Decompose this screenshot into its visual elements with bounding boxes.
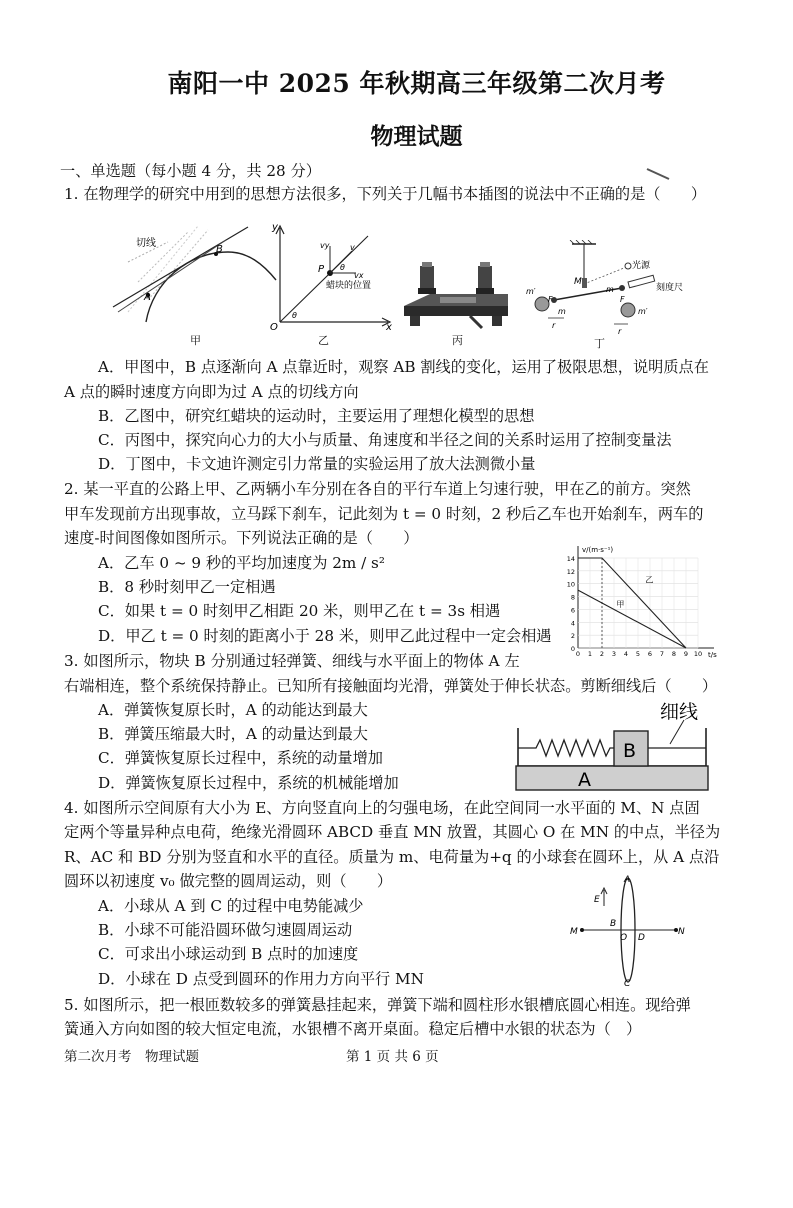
q1-f-right: F bbox=[620, 295, 625, 304]
q2-vt-chart bbox=[556, 540, 728, 660]
q1-figure-ding bbox=[524, 240, 684, 336]
q4-d-label: D bbox=[638, 933, 645, 943]
q4-option-b: B．小球不可能沿圆环做匀速圆周运动 bbox=[98, 921, 353, 939]
q3-stem-line-2: 右端相连，整个系统保持静止。已知所有接触面均光滑，弹簧处于伸长状态。剪断细线后（ ） bbox=[64, 677, 718, 695]
exam-subtitle: 物理试题 bbox=[370, 123, 463, 150]
q1-x-axis-label: x bbox=[386, 322, 392, 332]
y-axis-label: v/(m·s⁻¹) bbox=[582, 546, 614, 554]
x-axis-label: t/s bbox=[708, 651, 717, 659]
footer-left: 第二次月考 物理试题 bbox=[64, 1049, 199, 1065]
q1-option-b: B．乙图中，研究红蜡块的运动时，主要运用了理想化模型的思想 bbox=[98, 407, 535, 425]
q1-figure-jia bbox=[108, 222, 288, 334]
q1-m-small-right: m bbox=[606, 285, 614, 294]
x-tick-label: 9 bbox=[683, 650, 689, 658]
q1-caption-bing: 丙 bbox=[452, 334, 463, 347]
q1-y-axis-label: y bbox=[272, 222, 278, 233]
q2-stem-line-3: 速度-时间图像如图所示。下列说法正确的是（ ） bbox=[64, 529, 419, 547]
q1-option-a: A．甲图中，B 点逐渐向 A 点靠近时，观察 AB 割线的变化，运用了极限思想，说明质点在 bbox=[98, 358, 709, 376]
q1-tangent-label: 切线 bbox=[136, 238, 156, 249]
q3-option-c: C．弹簧恢复原长过程中，系统的动量增加 bbox=[98, 749, 383, 767]
y-tick-label: 10 bbox=[566, 580, 575, 589]
series-line bbox=[578, 558, 686, 648]
q4-stem-line-2: 定两个等量异种点电荷，绝缘光滑圆环 ABCD 垂直 MN 放置，其圆心 O 在 MN 的中点，半径为 bbox=[64, 823, 721, 841]
x-tick-label: 2 bbox=[599, 650, 605, 658]
q1-caption-ding: 丁 bbox=[594, 337, 605, 350]
q4-ring-figure bbox=[570, 872, 690, 988]
q3-block-b-label: B bbox=[623, 740, 637, 762]
q2-stem-line-2: 甲车发现前方出现事故，立马踩下刹车，记此刻为 t = 0 时刻，2 秒后乙车也开始刹车，两车的 bbox=[64, 505, 704, 523]
q3-option-b: B．弹簧压缩最大时，A 的动量达到最大 bbox=[98, 725, 368, 743]
q1-r-left: r bbox=[552, 321, 556, 330]
q3-option-d: D．弹簧恢复原长过程中，系统的机械能增加 bbox=[98, 774, 399, 792]
q3-option-a: A．弹簧恢复原长时，A 的动能达到最大 bbox=[98, 701, 368, 719]
q1-v-label: v bbox=[350, 243, 355, 252]
q4-option-a: A．小球从 A 到 C 的过程中电势能减少 bbox=[98, 897, 364, 915]
x-tick-label: 6 bbox=[647, 650, 653, 658]
x-tick-label: 1 bbox=[587, 650, 593, 658]
q1-figure-bing bbox=[400, 262, 512, 336]
q1-f-left: F bbox=[548, 295, 553, 304]
q4-a-label: A bbox=[624, 875, 631, 885]
q3-block-a-label: A bbox=[578, 769, 591, 791]
q2-stem-line-1: 2. 某一平直的公路上甲、乙两辆小车分别在各自的平行车道上匀速行驶，甲在乙的前方。突然 bbox=[64, 480, 691, 498]
x-tick-label: 7 bbox=[659, 650, 665, 658]
q4-c-label: C bbox=[624, 979, 631, 988]
footer-page-number: 第 1 页 共 6 页 bbox=[346, 1049, 439, 1065]
q2-option-a: A．乙车 0 ~ 9 秒的平均加速度为 2m / s² bbox=[98, 554, 385, 572]
y-tick-label: 14 bbox=[566, 555, 575, 563]
x-tick-label: 10 bbox=[693, 650, 703, 658]
q1-m-small-left: m bbox=[558, 307, 566, 316]
q1-wax-position-label: 蜡块的位置 bbox=[326, 281, 372, 291]
q4-stem-line-3: R、AC 和 BD 分别为竖直和水平的直径。质量为 m、电荷量为+q 的小球套在圆环上，从 A 点沿 bbox=[64, 848, 720, 866]
q5-stem-line-2: 簧通入方向如图的较大恒定电流，水银槽不离开桌面。稳定后槽中水银的状态为（ ） bbox=[64, 1020, 642, 1038]
q1-m-prime-left: m′ bbox=[526, 287, 536, 296]
pen-mark-icon bbox=[645, 165, 673, 183]
q1-option-c: C．丙图中，探究向心力的大小与质量、角速度和半径之间的关系时运用了控制变量法 bbox=[98, 431, 672, 449]
q4-e-label: E bbox=[594, 895, 600, 905]
series-label: 乙 bbox=[645, 575, 654, 585]
q1-origin-label: O bbox=[270, 322, 278, 332]
q2-option-c: C．如果 t = 0 时刻甲乙相距 20 米，则甲乙在 t = 3s 相遇 bbox=[98, 602, 501, 620]
q1-figure-yi bbox=[268, 218, 398, 332]
y-tick-label: 2 bbox=[570, 632, 575, 641]
q5-stem-line-1: 5. 如图所示，把一根匝数较多的弹簧悬挂起来，弹簧下端和圆柱形水银槽底圆心相连。现给弹 bbox=[64, 996, 691, 1014]
q1-m-prime-right: m′ bbox=[638, 307, 648, 316]
q1-point-a-label: A bbox=[144, 292, 151, 303]
q1-vx-label: vx bbox=[354, 271, 364, 280]
q1-option-a-cont: A 点的瞬时速度方向即为过 A 点的切线方向 bbox=[64, 383, 359, 401]
q1-caption-jia: 甲 bbox=[190, 334, 201, 347]
q1-r-right: r bbox=[618, 327, 622, 336]
spring-icon bbox=[518, 740, 614, 756]
q2-option-d: D．甲乙 t = 0 时刻的距离小于 28 米，则甲乙此过程中一定会相遇 bbox=[98, 627, 552, 645]
q4-b-label: B bbox=[610, 919, 617, 929]
x-tick-label: 4 bbox=[623, 650, 629, 658]
y-tick-label: 12 bbox=[566, 567, 575, 576]
x-tick-label: 0 bbox=[575, 650, 581, 658]
q1-theta-label: θ bbox=[340, 263, 345, 272]
q1-point-b-label: B bbox=[216, 244, 223, 255]
q1-option-d: D．丁图中，卡文迪许测定引力常量的实验运用了放大法测微小量 bbox=[98, 455, 536, 473]
q4-stem-line-1: 4. 如图所示空间原有大小为 E、方向竖直向上的匀强电场，在此空间同一水平面的 M、N 点固 bbox=[64, 799, 700, 817]
q3-stem-line-1: 3. 如图所示，物块 B 分别通过轻弹簧、细线与水平面上的物体 A 左 bbox=[64, 652, 520, 670]
exam-title: 南阳一中 2025 年秋期高三年级第二次月考 bbox=[167, 69, 666, 98]
q4-stem-line-4: 圆环以初速度 v₀ 做完整的圆周运动，则（ ） bbox=[64, 872, 393, 890]
q1-point-p-label: P bbox=[318, 264, 325, 275]
q1-scale-label: 刻度尺 bbox=[656, 283, 684, 293]
q1-m-label: M bbox=[574, 277, 582, 287]
y-tick-label: 6 bbox=[570, 606, 575, 615]
q1-theta-origin-label: θ bbox=[292, 311, 297, 320]
q1-caption-yi: 乙 bbox=[318, 334, 329, 347]
x-tick-label: 8 bbox=[671, 650, 677, 658]
q4-option-d: D．小球在 D 点受到圆环的作用力方向平行 MN bbox=[98, 970, 424, 988]
y-tick-label: 8 bbox=[570, 593, 575, 602]
q1-stem: 1. 在物理学的研究中用到的思想方法很多，下列关于几幅书本插图的说法中不正确的是（ ） bbox=[64, 185, 707, 203]
series-line bbox=[578, 590, 686, 648]
x-tick-label: 5 bbox=[635, 650, 641, 658]
series-label: 甲 bbox=[616, 599, 625, 609]
q2-option-b: B．8 秒时刻甲乙一定相遇 bbox=[98, 578, 276, 596]
q4-option-c: C．可求出小球运动到 B 点时的加速度 bbox=[98, 945, 359, 963]
q4-m-label: M bbox=[570, 927, 578, 937]
y-tick-label: 4 bbox=[570, 619, 575, 628]
q1-light-source-label: 光源 bbox=[632, 261, 651, 271]
q3-spring-figure bbox=[512, 698, 712, 794]
q4-n-label: N bbox=[678, 927, 685, 937]
section-heading: 一、单选题（每小题 4 分，共 28 分） bbox=[60, 162, 321, 180]
y-tick-label: 0 bbox=[570, 645, 575, 653]
q3-string-label: 细线 bbox=[660, 701, 699, 723]
q4-o-label: O bbox=[620, 933, 628, 943]
x-tick-label: 3 bbox=[611, 650, 617, 658]
q1-vy-label: vy bbox=[320, 241, 330, 250]
